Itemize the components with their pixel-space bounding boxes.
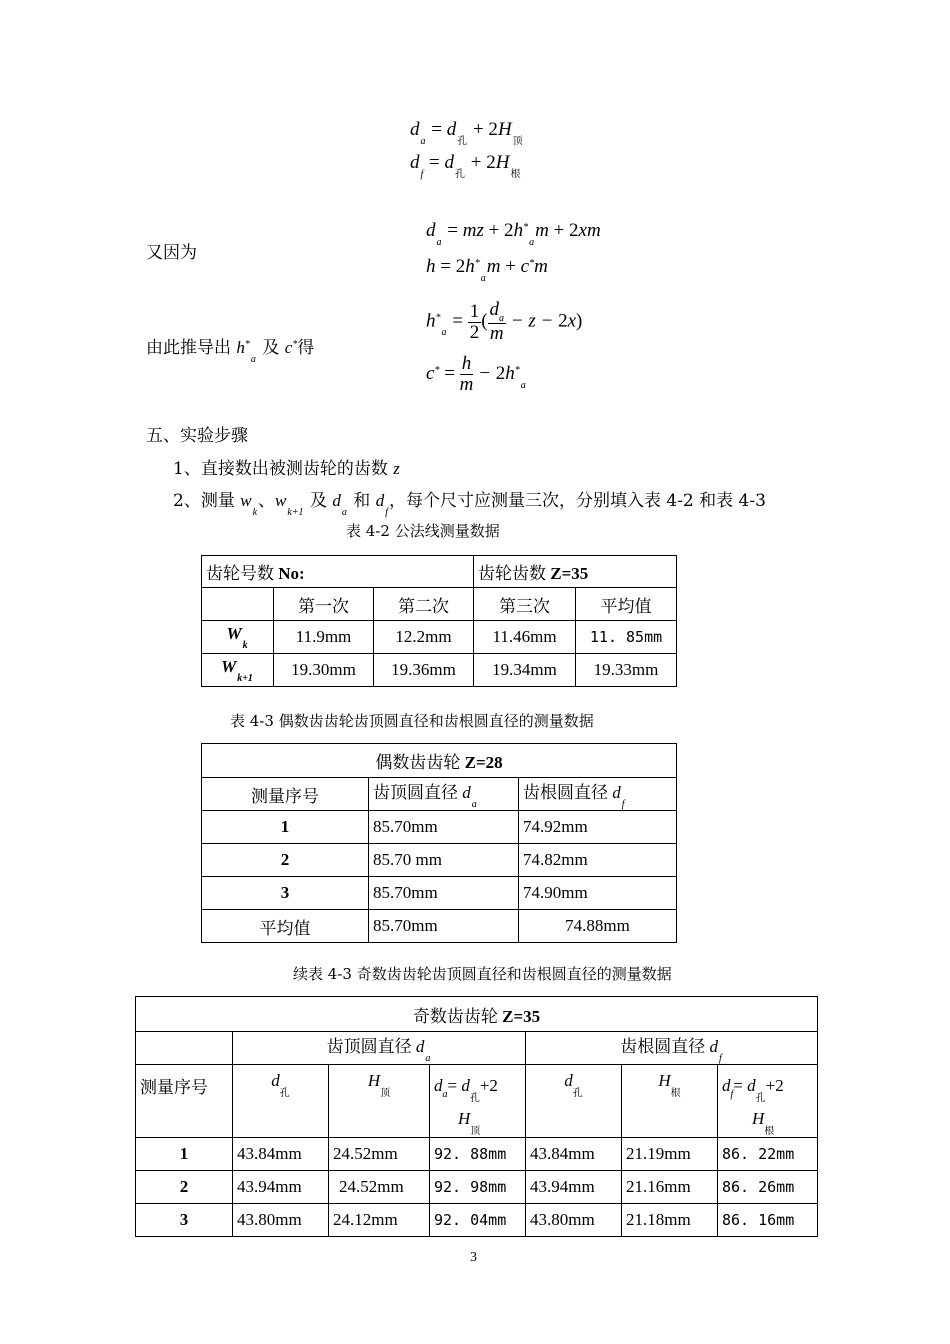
table43-cell: 85.70mm [369,811,519,844]
table43b-cell: 43.84mm [526,1138,622,1171]
table43b-cell: 24.52mm [329,1138,430,1171]
table43b-group-da: 齿顶圆直径 $d_a$ [233,1032,526,1065]
table43-caption: 表 4-3 偶数齿齿轮齿顶圆直径和齿根圆直径的测量数据 [230,712,594,730]
table42-header: 第二次 [374,588,474,621]
col-h-root: $H_根$ [622,1065,718,1138]
table43b-idx: 3 [136,1204,233,1237]
table42-cell: 19.33mm [576,654,677,687]
table43-cell: 74.88mm [519,910,677,943]
table43b-seq-label: 测量序号 [136,1065,233,1138]
table43b-cell: 21.18mm [622,1204,718,1237]
table43-header: 齿顶圆直径 $d_a$ [369,778,519,811]
step-2: 2、测量 $w_k$、$w_{k+1}$ 及 $d_a$ 和 $d_f$，每个尺寸应测量三次，分别填入表 4-2 和表 4-3 [173,491,766,518]
table42-header: 第一次 [274,588,374,621]
table43b-title: 奇数齿齿轮 Z=35 [136,997,818,1032]
table42-cell: 12.2mm [374,621,474,654]
table43b-cell: 21.16mm [622,1171,718,1204]
table43b-cell: 43.94mm [233,1171,329,1204]
table42-cell: 19.36mm [374,654,474,687]
table43b-cell: 92. 98mm [430,1171,526,1204]
formula-ha-derived: $h^*_a$ = $\frac{1}{2}$ ( $\frac{d_a}{m}$ − z − 2x) [426,299,583,344]
table43b-cell: 92. 88mm [430,1138,526,1171]
table43-cell: 85.70 mm [369,844,519,877]
teeth-cell: 齿轮齿数 Z=35 [474,556,677,588]
table43b [135,996,818,1237]
table42-cell: 19.34mm [474,654,576,687]
table42-cell: 11.46mm [474,621,576,654]
table42-blank [202,588,274,621]
formula-da-hole: $d_a = d_孔 + 2H_顶$ [410,119,523,147]
table43-cell: 74.90mm [519,877,677,910]
col-d-hole-f: $d_孔$ [526,1065,622,1138]
table43-cell: 74.82mm [519,844,677,877]
table43b-cell: 86. 16mm [718,1204,818,1237]
table43b-idx: 2 [136,1171,233,1204]
table42 [201,555,677,687]
section-heading: 五、实验步骤 [146,426,248,446]
col-h-top: $H_顶$ [329,1065,430,1138]
table43b-cell: 86. 22mm [718,1138,818,1171]
table42-cell: 11. 85mm [576,621,677,654]
table43b-group-df: 齿根圆直径 $d_f$ [526,1032,818,1065]
table43b-cell: 43.80mm [526,1204,622,1237]
col-da-formula: $d_a= d_孔+2$ $H_顶$ [430,1065,526,1138]
table43b-cell: 92. 04mm [430,1204,526,1237]
table43-cell: 85.70mm [369,877,519,910]
table43-idx: 3 [202,877,369,910]
formula-c-derived: c* = $\frac{h}{m}$ − $2h^*_a$ [426,353,526,395]
table43 [201,743,677,943]
table42-cell: 19.30mm [274,654,374,687]
table43b-cell: 43.94mm [526,1171,622,1204]
table42-cell: 11.9mm [274,621,374,654]
formula-df-hole: $d_f = d_孔 + 2H_根$ [410,152,521,180]
table42-caption: 表 4-2 公法线测量数据 [346,522,500,540]
table43b-cell: 21.19mm [622,1138,718,1171]
table43b-cell: 43.80mm [233,1204,329,1237]
table43-cell: 74.92mm [519,811,677,844]
col-d-hole-a: $d_孔$ [233,1065,329,1138]
table43b-blank [136,1032,233,1065]
label-derive: 由此推导出 $h^*_a$ 及 c*得 [146,338,315,365]
table42-header: 平均值 [576,588,677,621]
table43-idx: 2 [202,844,369,877]
gear-no-cell: 齿轮号数 No: [202,556,474,588]
table43b-cell: 24.12mm [329,1204,430,1237]
table43-avg-label: 平均值 [202,910,369,943]
table43b-cell: 24.52mm [329,1171,430,1204]
page-number: 3 [470,1250,477,1265]
formula-h-general: $h = 2h^*_am + c^*m$ [426,256,548,284]
table43-idx: 1 [202,811,369,844]
table43b-caption: 续表 4-3 奇数齿齿轮齿顶圆直径和齿根圆直径的测量数据 [293,965,672,983]
table43b-cell: 86. 26mm [718,1171,818,1204]
table43-title: 偶数齿齿轮 Z=28 [202,744,677,778]
step-1: 1、直接数出被测齿轮的齿数 z [173,459,400,479]
table43-header: 齿根圆直径 $d_f$ [519,778,677,811]
row-label-wk: $W_k$ [202,621,274,654]
table43-cell: 85.70mm [369,910,519,943]
table43b-cell: 43.84mm [233,1138,329,1171]
label-youyin: 又因为 [146,243,197,263]
formula-da-general: $d_a$ = mz + $2h^*_am + 2xm$ [426,220,601,248]
table42-header: 第三次 [474,588,576,621]
col-df-formula: $d_f= d_孔+2$ $H_根$ [718,1065,818,1138]
row-label-wk1: $W_{k+1}$ [202,654,274,687]
table43b-idx: 1 [136,1138,233,1171]
table43-header: 测量序号 [202,778,369,811]
